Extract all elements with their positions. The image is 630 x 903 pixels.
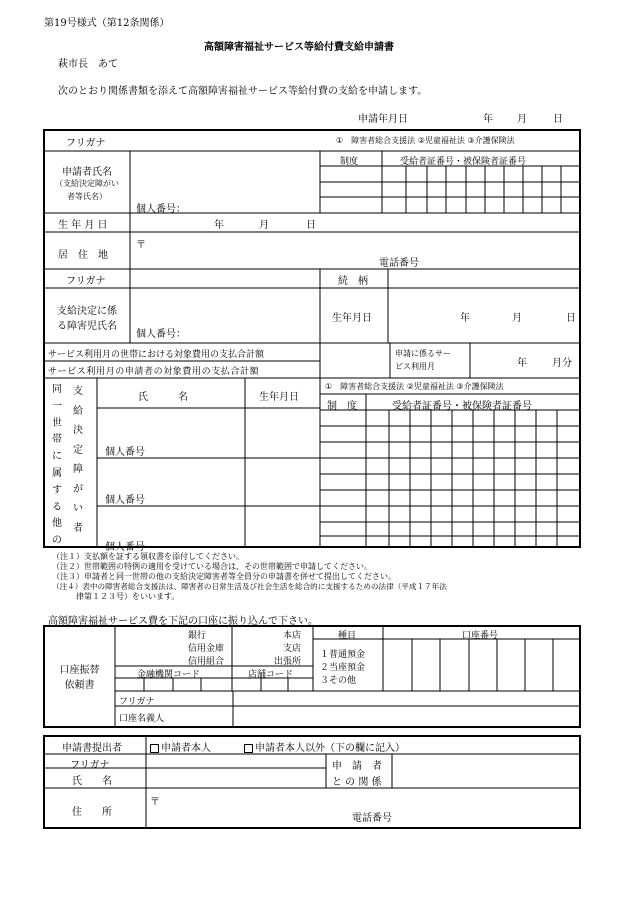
branch-type-honten: 本店 — [283, 631, 302, 641]
child-personal-number-label: 個人番号： — [136, 329, 186, 340]
financial-institution-code-label: 金融機関コード — [137, 670, 201, 680]
applicant-total-label: サービス利用月の申請者の対象費用の支払合計額 — [48, 367, 260, 377]
household-name-header: 氏 名 — [138, 392, 188, 403]
bank-heading: 高額障害福祉サービス費を下記の口座に振り込んで下さい。 — [48, 616, 318, 627]
applicant-birth-year: 年 — [214, 220, 224, 231]
submitter-furigana-label: フリガナ — [70, 760, 110, 771]
branch-type-shutcho: 出張所 — [274, 657, 302, 667]
child-birth-day: 日 — [566, 313, 576, 324]
date-day-unit: 日 — [553, 114, 563, 125]
applicant-system-header: 制度 — [340, 157, 359, 167]
bank-type-shinkin: 信用金庫 — [188, 644, 225, 654]
submitter-relation-label-2: と の 関 係 — [332, 777, 382, 788]
note-4-cont: 律第１２３号）をいいます。 — [52, 592, 180, 601]
note-2: （注２）世帯範囲の特例の適用を受けている場合は、その世帯範囲で申請してください。 — [52, 562, 372, 571]
branch-type-shiten: 支店 — [283, 644, 302, 654]
household-cert-header: 受給者証番号・被保険者証番号 — [392, 401, 532, 412]
intro-text: 次のとおり関係書類を添えて高額障害福祉サービス等給付費の支給を申請します。 — [58, 86, 428, 97]
submitter-relation-label-1: 申 請 者 — [332, 761, 382, 772]
applicant-address-label: 居 住 地 — [58, 250, 108, 261]
child-birth-year: 年 — [460, 313, 470, 324]
submitter-address-label: 住 所 — [72, 807, 112, 818]
applicant-law-options: ① 障害者総合支援法 ②児童福祉法 ③介護保険法 — [336, 136, 515, 145]
applicant-birth-label: 生 年 月 日 — [58, 220, 108, 231]
account-type-3: ３その他 — [320, 676, 357, 686]
applicant-name-label: 申請者氏名 — [62, 167, 112, 178]
applicant-birth-day: 日 — [306, 220, 316, 231]
applicant-personal-number-label: 個人番号： — [136, 204, 186, 215]
child-relation-label: 続 柄 — [338, 276, 368, 287]
household-vertical-label-right: 支 給 決 定 障 が い 者 — [73, 386, 83, 534]
submitter-name-label: 氏 名 — [72, 776, 112, 787]
notes — [52, 552, 447, 602]
household-personal-number-3: 個人番号 — [105, 542, 145, 553]
submitter-option-other[interactable]: 申請者本人以外（下の欄に記入） — [244, 739, 405, 754]
service-month-unit: 月分 — [552, 358, 572, 369]
account-holder-label: 口座名義人 — [119, 714, 165, 724]
service-month-year: 年 — [517, 358, 527, 369]
checkbox-icon — [150, 744, 159, 753]
submitter-postal-mark: 〒 — [150, 797, 160, 808]
date-year-unit: 年 — [483, 114, 493, 125]
account-number-header: 口座番号 — [462, 631, 499, 641]
applicant-cert-header: 受給者証番号・被保険者証番号 — [400, 157, 527, 167]
applicant-phone-label: 電話番号 — [379, 258, 419, 269]
form-number: 第19号様式（第12条関係） — [44, 18, 170, 29]
household-vertical-label-left: 同 一 世 帯 に 属 す る 他 の — [52, 384, 62, 547]
applicant-name-note-1: （支給決定障がい — [55, 179, 119, 188]
note-3: （注３）申請者と同一世帯の他の支給決定障害者等全員分の申請書を併せて提出してください。 — [52, 572, 396, 581]
bank-section-label-2: 依頼書 — [64, 680, 95, 691]
branch-code-label: 店舗コード — [248, 670, 294, 680]
child-birth-month: 月 — [512, 313, 522, 324]
submitter-phone-label: 電話番号 — [352, 813, 392, 824]
household-personal-number-2: 個人番号 — [105, 495, 145, 506]
date-month-unit: 月 — [517, 114, 527, 125]
household-total-label: サービス利用月の世帯における対象費用の支払合計額 — [48, 350, 265, 360]
child-furigana-label: フリガナ — [66, 276, 106, 287]
account-type-1: １普通預金 — [320, 650, 366, 660]
application-date-label: 申請年月日 — [358, 114, 408, 125]
child-name-label-1: 支給決定に係 — [57, 306, 117, 317]
household-birth-header: 生年月日 — [259, 392, 299, 403]
page-title: 高額障害福祉サービス等給付費支給申請書 — [204, 42, 394, 53]
bank-section-label-1: 口座振替 — [59, 665, 100, 676]
applicant-postal-mark: 〒 — [136, 240, 146, 251]
submitter-label: 申請書提出者 — [62, 743, 122, 754]
household-system-header: 制 度 — [327, 401, 357, 412]
applicant-furigana-label: フリガナ — [66, 138, 106, 149]
checkbox-icon — [244, 744, 253, 753]
note-4: （注４）表中の障害者総合支援法は、障害者の日常生活及び社会生活を総合的に支援するための法律（平成１７年法 — [52, 582, 447, 591]
account-type-2: ２当座預金 — [320, 663, 366, 673]
service-month-label-1: 申請に係るサー — [395, 349, 451, 358]
household-personal-number-1: 個人番号 — [105, 447, 145, 458]
service-month-label-2: ビス利用月 — [395, 362, 435, 371]
holder-furigana-label: フリガナ — [119, 697, 155, 707]
bank-type-bank: 銀行 — [188, 631, 207, 641]
child-name-label-2: る障害児氏名 — [57, 321, 117, 332]
addressee: 萩市長 あて — [58, 59, 118, 70]
submitter-option-self[interactable]: 申請者本人 — [150, 739, 211, 754]
household-law-options: ① 障害者総合支援法 ②児童福祉法 ③介護保険法 — [325, 382, 504, 391]
applicant-name-note-2: 者等氏名） — [67, 192, 107, 201]
account-type-header: 種目 — [338, 631, 357, 641]
applicant-birth-month: 月 — [259, 220, 269, 231]
note-1: （注１）支払額を証する領収書を添付してください。 — [52, 552, 244, 561]
child-birth-label: 生年月日 — [332, 313, 372, 324]
bank-type-kumiai: 信用組合 — [188, 657, 225, 667]
